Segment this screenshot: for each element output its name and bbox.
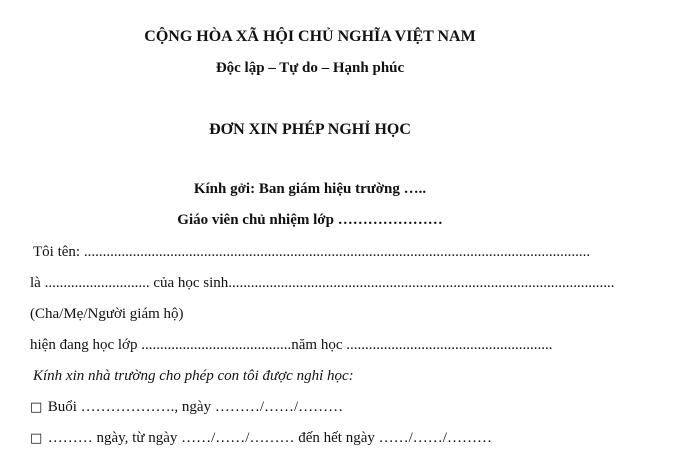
relation-field-line: là ............................ của học sinh.......................................................................................................	[30, 275, 615, 291]
option-half-day	[30, 399, 343, 416]
option-half-day-label: Buổi ………………., ngày ………/……/………	[47, 399, 344, 415]
document-title: ĐƠN XIN PHÉP NGHỈ HỌC	[209, 121, 411, 138]
checkbox-icon[interactable]: □	[30, 400, 43, 415]
recipient-line-1: Kính gởi: Ban giám hiệu trường …..	[193, 181, 427, 197]
country-heading: CỘNG HÒA XÃ HỘI CHỦ NGHĨA VIỆT NAM	[144, 28, 476, 45]
option-days	[30, 430, 492, 447]
relation-note: (Cha/Mẹ/Người giám hộ)	[30, 306, 184, 322]
motto: Độc lập – Tự do – Hạnh phúc	[215, 60, 405, 76]
name-field-line: Tôi tên: .......................................................................................................................................	[33, 244, 591, 260]
class-field-line: hiện đang học lớp ........................................năm học .......................................................	[30, 337, 553, 353]
checkbox-icon[interactable]: □	[30, 431, 43, 446]
request-line: Kính xin nhà trường cho phép con tôi được nghỉ học:	[33, 368, 354, 384]
recipient-line-2: Giáo viên chủ nhiệm lớp …………………	[177, 212, 443, 228]
option-days-label: ……… ngày, từ ngày ……/……/……… đến hết ngày ……/……/………	[47, 430, 492, 446]
